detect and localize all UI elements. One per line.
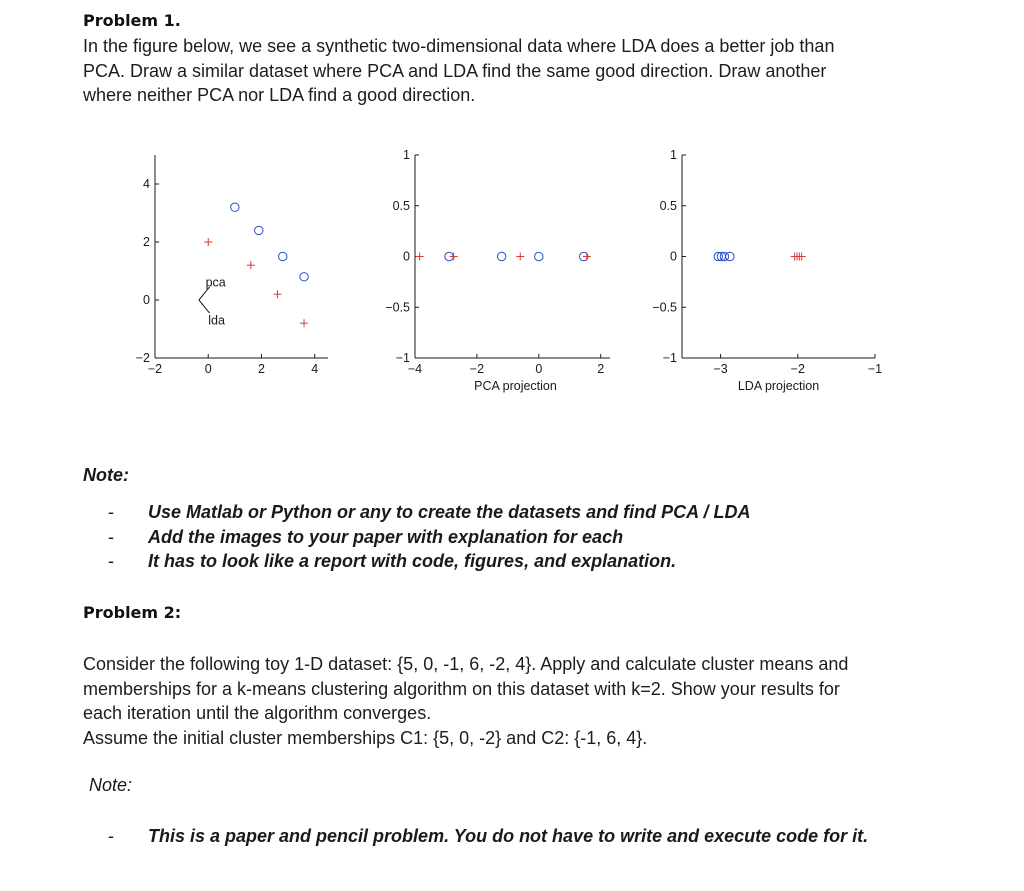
y-tick-label: 0: [143, 293, 150, 307]
problem1-line: where neither PCA nor LDA find a good direction.: [83, 85, 476, 105]
y-tick-label: 0.5: [659, 198, 677, 213]
problem1-line: PCA. Draw a similar dataset where PCA and LDA find the same good direction. Draw another: [83, 60, 827, 81]
problem1-text: [83, 34, 834, 108]
note2-item: [108, 824, 868, 849]
pca-lda-figure: [130, 140, 890, 400]
problem2-line: memberships for a k-means clustering algorithm on this dataset with k=2. Show your results for: [83, 678, 840, 699]
bullet-dash: -: [108, 526, 114, 547]
y-tick-label: −1: [395, 351, 410, 365]
note2-item-text: This is a paper and pencil problem. You do not have to write and execute code for it.: [148, 826, 869, 846]
x-tick-label: 0: [204, 362, 212, 376]
x-tick-label: −1: [867, 362, 883, 376]
x-tick-label: 2: [257, 362, 265, 376]
problem1-line: In the figure below, we see a synthetic two-dimensional data where LDA does a better job than: [83, 36, 835, 56]
note1-item-text: Add the images to your paper with explanation for each: [148, 526, 624, 547]
y-tick-label: 1: [403, 148, 410, 162]
x-tick-label: −4: [407, 362, 423, 376]
data-point-circle: [497, 252, 505, 260]
note1-item: [108, 500, 750, 525]
x-tick-label: 4: [311, 362, 319, 376]
y-tick-label: 4: [143, 177, 150, 191]
x-tick-label: 2: [597, 362, 605, 376]
data-point-circle: [279, 252, 287, 260]
note1-item: [108, 549, 750, 574]
note1-item-text: Use Matlab or Python or any to create the datasets and find PCA / LDA: [148, 502, 751, 522]
x-tick-label: −2: [790, 362, 805, 376]
problem2-text: [83, 652, 848, 750]
x-tick-label: 0: [535, 362, 543, 376]
x-tick-label: −2: [147, 362, 163, 376]
x-tick-label: −2: [469, 362, 485, 376]
note1-item-text: It has to look like a report with code, figures, and explanation.: [148, 551, 677, 571]
y-tick-label: −2: [135, 351, 150, 365]
note1-item: [108, 525, 750, 550]
problem2-heading: Problem 2:: [83, 603, 182, 622]
x-axis-label: LDA projection: [737, 379, 820, 393]
y-tick-label: 0: [670, 249, 677, 264]
bullet-dash: -: [108, 826, 114, 846]
problem2-line: Assume the initial cluster memberships C1: {5, 0, -2} and C2: {-1, 6, 4}.: [83, 727, 648, 748]
y-tick-label: 0: [403, 249, 410, 264]
y-tick-label: 2: [143, 235, 150, 249]
note1-list: [108, 500, 750, 574]
data-point-circle: [726, 252, 734, 260]
data-point-circle: [255, 226, 263, 234]
data-point-circle: [535, 252, 543, 260]
y-tick-label: −0.5: [652, 300, 677, 315]
data-point-circle: [300, 273, 308, 281]
problem2-line: each iteration until the algorithm converges.: [83, 703, 432, 723]
x-tick-label: −3: [713, 362, 728, 376]
direction-label: lda: [208, 313, 225, 328]
x-axis-label: PCA projection: [474, 379, 557, 393]
note2-label: Note:: [89, 775, 133, 795]
lda-direction-line: [199, 300, 210, 313]
y-tick-label: −1: [662, 351, 677, 365]
data-point-circle: [231, 203, 239, 211]
problem2-line: Consider the following toy 1-D dataset: {5, 0, -1, 6, -2, 4}. Apply and calculate cluster means and: [83, 654, 849, 674]
problem1-heading: Problem 1.: [83, 11, 181, 30]
y-tick-label: 0.5: [392, 198, 410, 213]
note1-label: Note:: [83, 465, 129, 485]
direction-label: pca: [205, 275, 226, 290]
y-tick-label: 1: [670, 148, 677, 162]
bullet-dash: -: [108, 551, 114, 571]
y-tick-label: −0.5: [385, 300, 410, 315]
bullet-dash: -: [108, 502, 114, 522]
